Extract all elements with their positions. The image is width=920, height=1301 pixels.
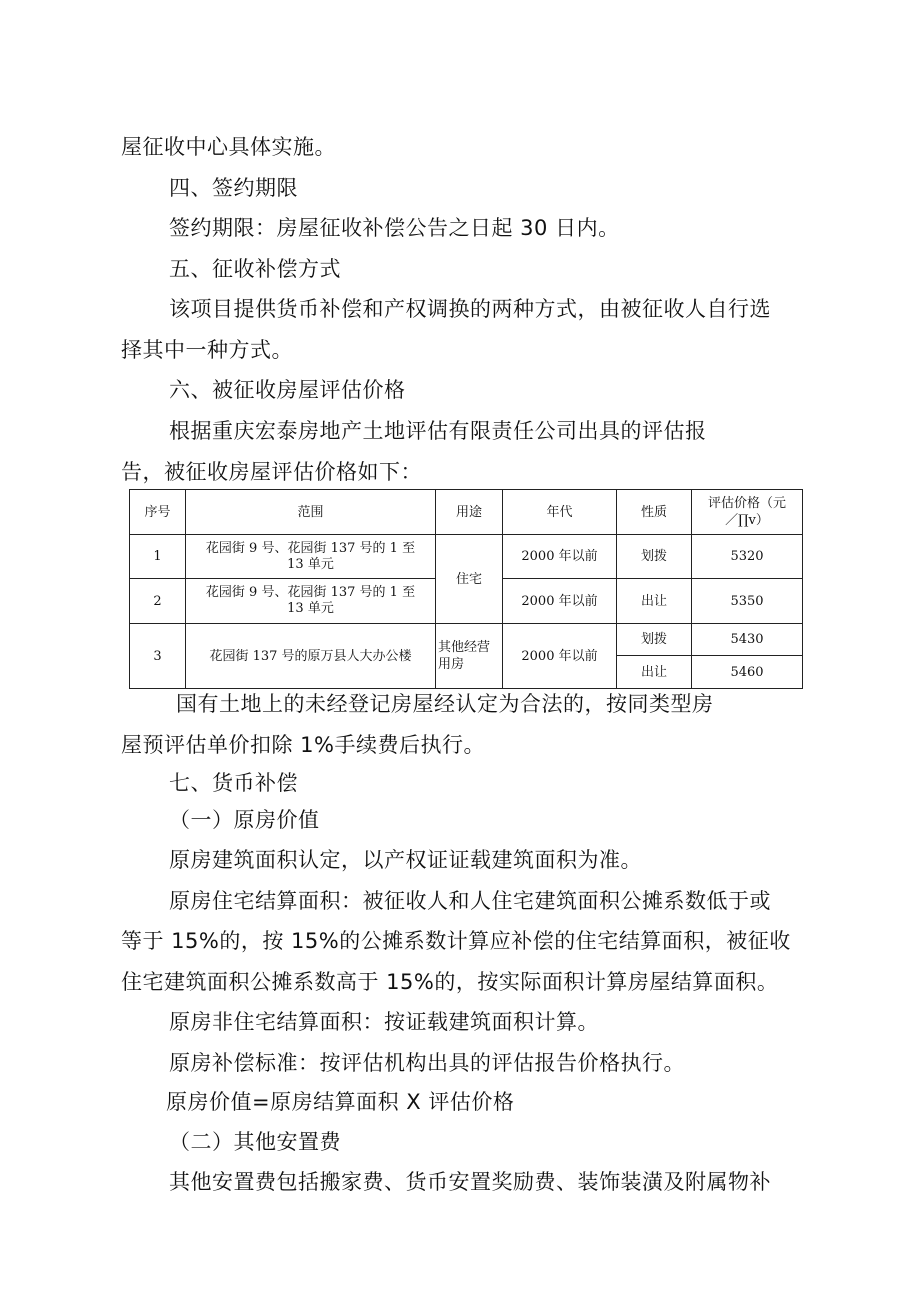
- cell-price: 5320: [692, 535, 803, 579]
- heading-monetary-compensation: 七、货币补偿: [169, 771, 298, 795]
- cell-price: 5460: [692, 656, 803, 689]
- cell-no: 2: [130, 579, 186, 624]
- table-row: [130, 535, 803, 579]
- cell-era: 2000 年以前: [503, 535, 617, 579]
- cell-range: 花园街 9 号、花园街 137 号的 1 至 13 单元: [186, 579, 436, 624]
- paragraph-other-resettlement-fees: 其他安置费包括搬家费、货币安置奖励费、装饰装潢及附属物补: [169, 1170, 771, 1194]
- paragraph-continuation: 屋征收中心具体实施。: [121, 135, 336, 159]
- paragraph-compensation-method: 该项目提供货币补偿和产权调换的两种方式，由被征收人自行选: [169, 297, 771, 321]
- cell-range: 花园街 9 号、花园街 137 号的 1 至 13 单元: [186, 535, 436, 579]
- header-era: 年代: [503, 490, 617, 535]
- paragraph-evaluation-report-cont: 告，被征收房屋评估价格如下：: [121, 460, 422, 484]
- header-nature: 性质: [617, 490, 692, 535]
- cell-no: 3: [130, 624, 186, 689]
- heading-original-house-value: （一）原房价值: [169, 808, 320, 832]
- heading-compensation-method: 五、征收补偿方式: [169, 257, 341, 281]
- paragraph-residential-settlement-area: 原房住宅结算面积：被征收人和人住宅建筑面积公摊系数低于或: [169, 889, 771, 913]
- paragraph-building-area: 原房建筑面积认定，以产权证证载建筑面积为准。: [169, 848, 642, 872]
- paragraph-residential-settlement-area-cont: 等于 15%的，按 15%的公摊系数计算应补偿的住宅结算面积，被征收: [121, 929, 791, 953]
- paragraph-signing-period: 签约期限：房屋征收补偿公告之日起 30 日内。: [169, 216, 620, 240]
- header-no: 序号: [130, 490, 186, 535]
- cell-no: 1: [130, 535, 186, 579]
- paragraph-nonresidential-settlement-area: 原房非住宅结算面积：按证载建筑面积计算。: [169, 1010, 599, 1034]
- cell-nature: 出让: [617, 656, 692, 689]
- cell-price: 5350: [692, 579, 803, 624]
- paragraph-evaluation-report: 根据重庆宏泰房地产土地评估有限责任公司出具的评估报: [169, 419, 707, 443]
- cell-nature: 出让: [617, 579, 692, 624]
- cell-nature: 划拨: [617, 535, 692, 579]
- paragraph-compensation-standard: 原房补偿标准：按评估机构出具的评估报告价格执行。: [169, 1051, 685, 1075]
- cell-price: 5430: [692, 624, 803, 656]
- header-range: 范围: [186, 490, 436, 535]
- table-header-row: [130, 490, 803, 535]
- cell-era: 2000 年以前: [503, 579, 617, 624]
- paragraph-unregistered-houses-cont: 屋预评估单价扣除 1%手续费后执行。: [121, 733, 485, 757]
- cell-range: 花园街 137 号的原万县人大办公楼: [186, 624, 436, 689]
- paragraph-value-formula: 原房价值=原房结算面积 X 评估价格: [166, 1090, 515, 1114]
- cell-use-residential: 住宅: [436, 535, 503, 624]
- paragraph-residential-settlement-area-cont2: 住宅建筑面积公摊系数高于 15%的，按实际面积计算房屋结算面积。: [121, 970, 779, 994]
- heading-signing-period: 四、签约期限: [169, 176, 298, 200]
- header-use: 用途: [436, 490, 503, 535]
- heading-evaluation-price: 六、被征收房屋评估价格: [169, 378, 406, 402]
- header-price: 评估价格（元 ／∏v）: [692, 490, 803, 535]
- paragraph-compensation-method-cont: 择其中一种方式。: [121, 338, 293, 362]
- table-row: [130, 624, 803, 656]
- cell-era: 2000 年以前: [503, 624, 617, 689]
- paragraph-unregistered-houses: 国有土地上的未经登记房屋经认定为合法的，按同类型房: [176, 692, 714, 716]
- heading-other-resettlement-fees: （二）其他安置费: [169, 1130, 341, 1154]
- evaluation-price-table: [129, 489, 803, 689]
- cell-use: 其他经营 用房: [436, 624, 503, 689]
- cell-nature: 划拨: [617, 624, 692, 656]
